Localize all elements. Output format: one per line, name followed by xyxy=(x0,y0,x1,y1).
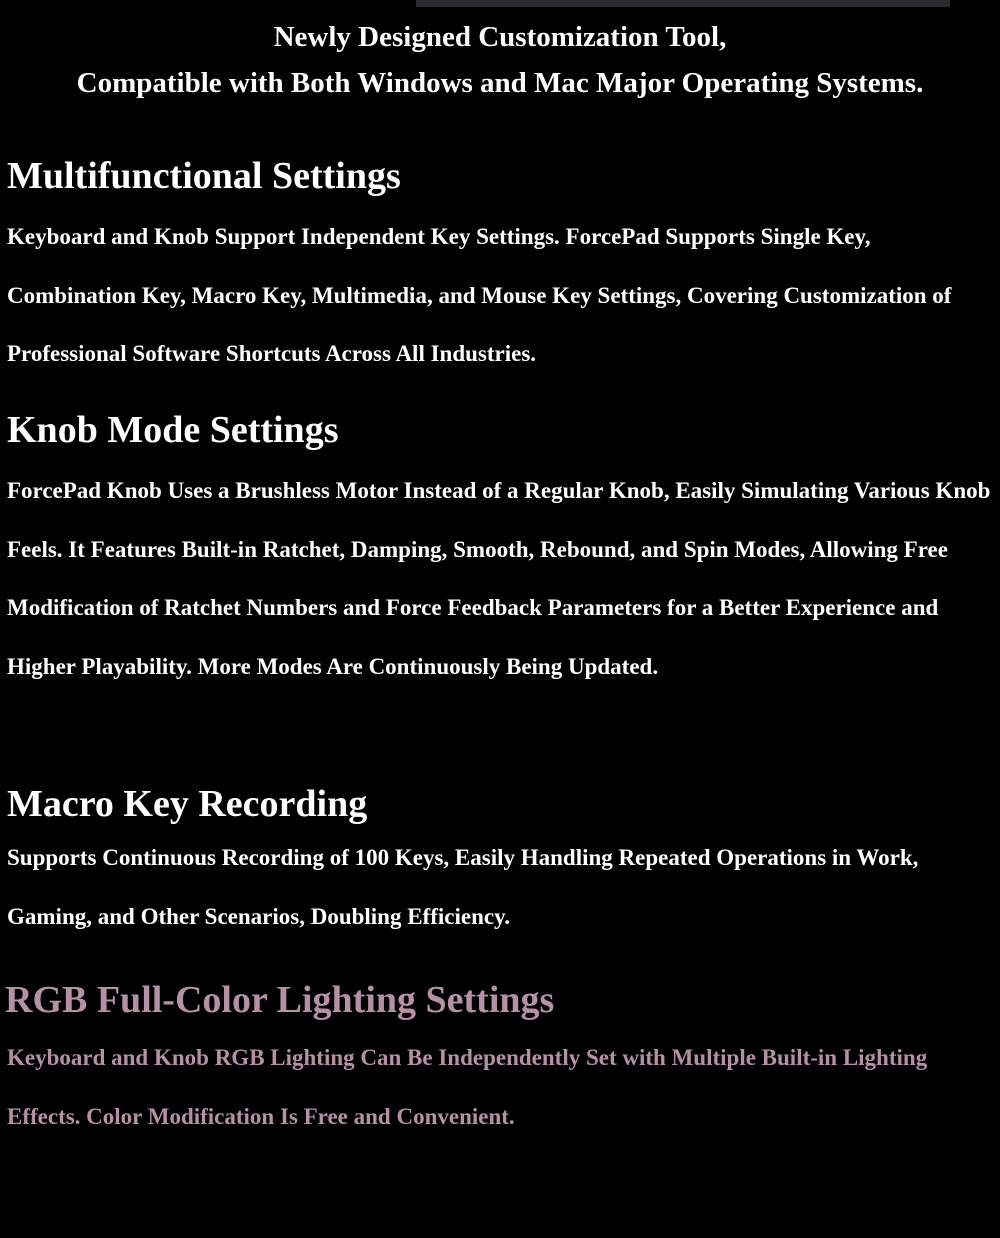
top-divider-bar xyxy=(416,0,950,7)
section-body: ForcePad Knob Uses a Brushless Motor Instead of a Regular Knob, Easily Simulating Various Knob Feels. It Features Built-in Ratchet, Damping, Smooth, Rebound, and Spin Modes, Allowing Free Modification of Ratchet Numbers and Force Feedback Parameters for a Better Experience and Higher Playability. More Modes Are Continuously Being Updated. xyxy=(7,478,991,680)
section-title: Multifunctional Settings xyxy=(7,155,401,197)
section-body: Keyboard and Knob Support Independent Key Settings. ForcePad Supports Single Key, Combination Key, Macro Key, Multimedia, and Mouse Key Settings, Covering Customization of Professional Software Shortcuts Across All Industries. xyxy=(7,224,952,367)
header-line-1: Newly Designed Customization Tool, xyxy=(273,21,727,53)
section-body: Keyboard and Knob RGB Lighting Can Be Independently Set with Multiple Built-in Lighting Effects. Color Modification Is Free and Convenient. xyxy=(7,1045,928,1129)
section-body: Supports Continuous Recording of 100 Keys, Easily Handling Repeated Operations in Work, Gaming, and Other Scenarios, Doubling Efficiency. xyxy=(7,845,919,929)
section-title: Knob Mode Settings xyxy=(7,409,339,451)
section-knob-mode-settings xyxy=(7,405,997,697)
section-title: Macro Key Recording xyxy=(7,783,368,825)
page-header xyxy=(0,14,1000,106)
section-macro-key-recording xyxy=(7,779,997,946)
section-title: RGB Full-Color Lighting Settings xyxy=(5,979,555,1021)
section-multifunctional-settings xyxy=(7,151,997,384)
header-line-2: Compatible with Both Windows and Mac Major Operating Systems. xyxy=(76,67,924,99)
section-rgb-lighting-settings xyxy=(5,975,995,1146)
